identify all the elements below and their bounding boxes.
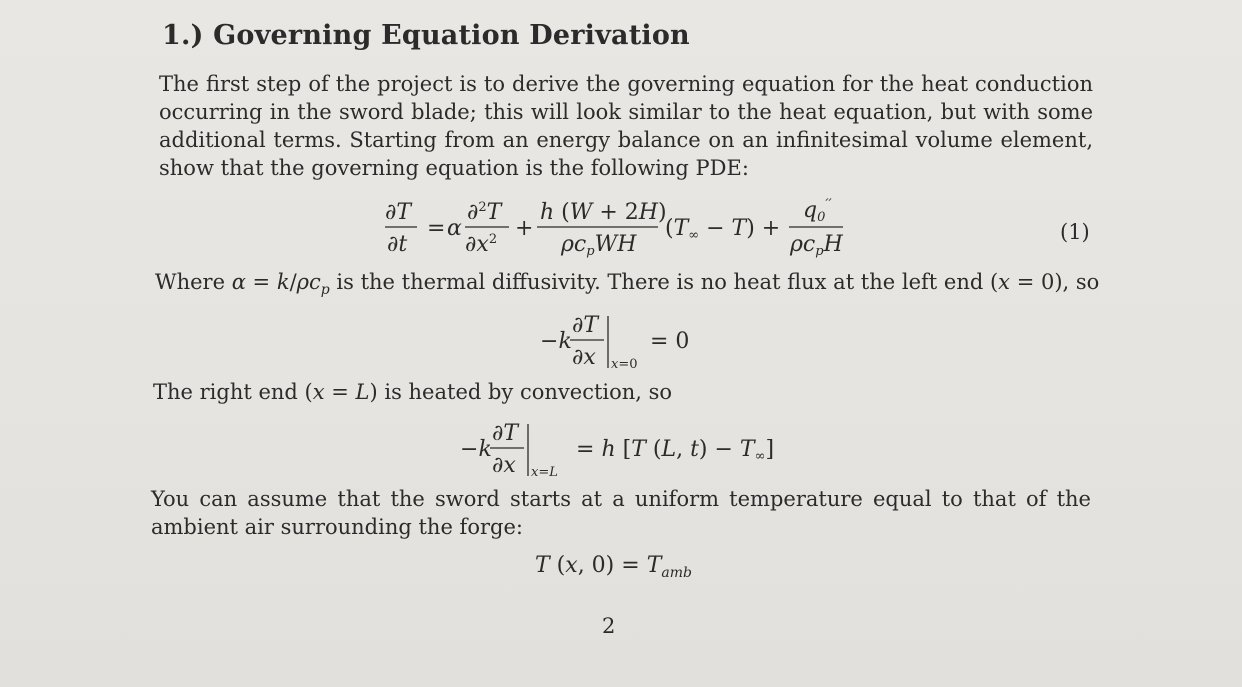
svg-text:∂2T: ∂$^2$T	[467, 200, 502, 225]
svg-text:ρcpWH: ρcpWH	[561, 232, 637, 259]
diffusivity-paragraph: Where $\alpha = k/\rho c_p$ is the thermal diffusivity. There is no heat flux at the left end (x = 0), so	[155, 270, 1100, 299]
section-heading: 1.) Governing Equation Derivation	[162, 20, 690, 51]
svg-text:∂T: ∂T	[492, 421, 519, 446]
svg-text:(T∞ − T) +: (T∞ − T) +	[665, 216, 781, 243]
page-number: 2	[602, 614, 616, 638]
svg-text:q0′′: q0′′	[803, 197, 832, 225]
svg-text:T (x, 0) = Tamb: T (x, $0) = T_{amb}$	[535, 553, 692, 581]
svg-text:x=L: x=L	[531, 465, 558, 480]
right-boundary-condition	[460, 420, 780, 482]
svg-text:∂T: ∂T	[572, 313, 599, 338]
svg-text:−k: −k	[460, 437, 492, 462]
svg-text:= h [T (L, t) − T∞]: = h [T (L, t) − T∞]	[576, 437, 775, 464]
governing-pde-equation	[385, 195, 855, 265]
left-boundary-condition	[540, 312, 700, 374]
svg-text:=: =	[427, 216, 446, 241]
svg-text:ρcpH: ρcpH	[790, 232, 843, 259]
equation-number: (1)	[1060, 220, 1090, 244]
svg-text:α: α	[447, 216, 462, 241]
svg-text:∂x: ∂x	[492, 453, 516, 478]
svg-text:= 0: = 0	[650, 329, 690, 354]
initial-condition-equation	[535, 548, 705, 584]
svg-text:∂t: ∂t	[387, 232, 408, 257]
svg-text:∂T: ∂T	[385, 200, 412, 225]
svg-text:+: +	[515, 216, 534, 241]
right-end-paragraph: The right end (x = L) is heated by convection, so	[153, 380, 673, 404]
svg-text:∂x2: $\partial x^2$	[465, 232, 498, 257]
intro-paragraph: The first step of the project is to derive the governing equation for the heat conduction occurring in the sword blade; this will look similar to the heat equation, but with some additional terms. Starting from an energy balance on an infinitesimal volume element, show that the governing equation is the following PDE:	[159, 72, 1093, 180]
svg-text:∂x: ∂x	[572, 345, 596, 370]
svg-text:h (W + 2H): h (W + 2H)	[540, 200, 667, 225]
svg-text:x=0: x=0	[611, 357, 638, 372]
initial-condition-paragraph: You can assume that the sword starts at a uniform temperature equal to that of the ambient air surrounding the forge:	[151, 487, 1091, 539]
svg-text:−k: −k	[540, 329, 572, 354]
